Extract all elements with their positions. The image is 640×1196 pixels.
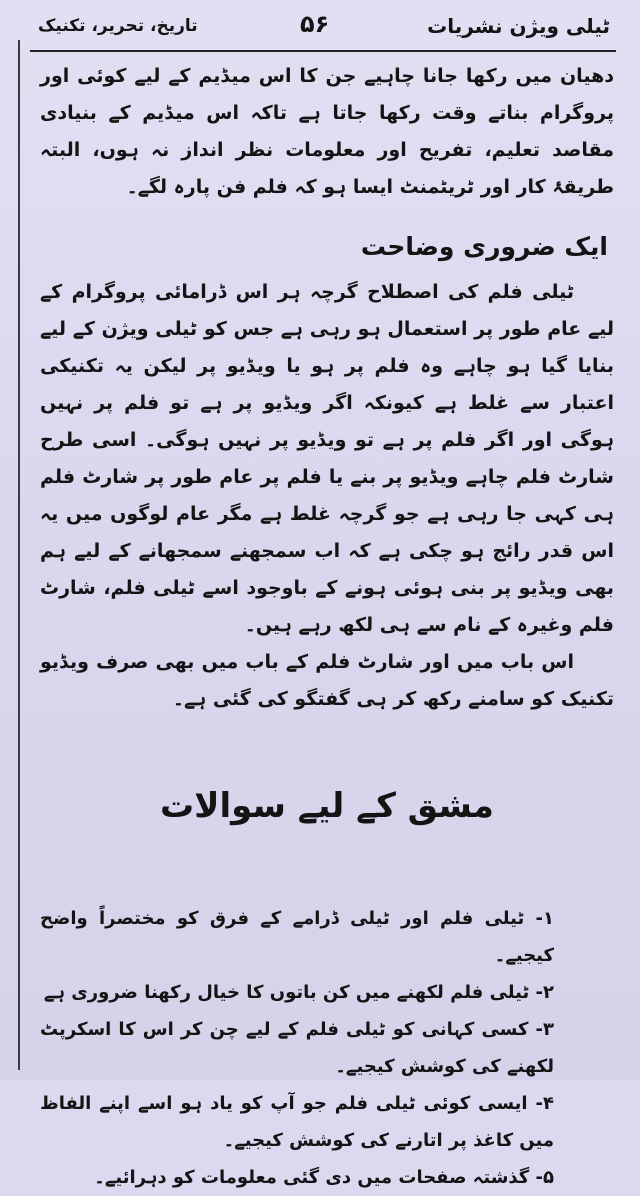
question-item: ۳- کسی کہانی کو ٹیلی فلم کے لیے چن کر اس کا اسکرپٹ لکھنے کی کوشش کیجیے۔ bbox=[40, 1019, 554, 1077]
question-item: ۵- گذشتہ صفحات میں دی گئی معلومات کو دہرائیے۔ bbox=[94, 1167, 554, 1188]
section-heading: ایک ضروری وضاحت bbox=[360, 232, 608, 261]
page-body bbox=[40, 58, 614, 1196]
clarification-paragraph: ٹیلی فلم کی اصطلاح گرچہ ہر اس ڈرامائی پروگرام کے لیے عام طور پر استعمال ہو رہی ہے جس کو ٹیلی ویژن کے لیے بنایا گیا ہو چاہے وہ فلم پر ہو یا ویڈیو پر لیکن یہ تکنیکی اعتبار سے غلط ہے کیونکہ اگر ویڈیو پر ہے تو فلم پر نہیں ہوگی اور اگر فلم پر ہے تو ویڈیو پر نہیں ہوگی۔ اسی طرح شارٹ فلم چاہے ویڈیو پر بنے یا فلم پر عام طور پر شارٹ فلم ہی کہی جا رہی ہے جو گرچہ غلط ہے مگر عام لوگوں میں یہ اس قدر رائج ہو چکی ہے کہ اب سمجھنے سمجھانے کے لیے ہم بھی ویڈیو پر بنی ہوئی ہونے کے باوجود اسے ٹیلی فلم، شارٹ فلم وغیرہ کے نام سے ہی لکھ رہے ہیں۔ bbox=[40, 281, 614, 636]
page-header bbox=[30, 8, 616, 50]
running-title: ٹیلی ویژن نشریات bbox=[427, 14, 610, 38]
left-margin-rule bbox=[18, 40, 20, 1070]
header-rule bbox=[30, 50, 616, 52]
question-item: ۴- ایسی کوئی ٹیلی فلم جو آپ کو یاد ہو اسے اپنے الفاظ میں کاغذ پر اتارنے کی کوشش کیجیے۔ bbox=[40, 1093, 554, 1151]
page-number: ۵۶ bbox=[300, 10, 330, 38]
question-item: ۲- ٹیلی فلم لکھنے میں کن باتوں کا خیال رکھنا ضروری ہے bbox=[43, 982, 554, 1003]
running-subtitle: تاریخ، تحریر، تکنیک bbox=[38, 16, 198, 36]
question-item: ۱- ٹیلی فلم اور ٹیلی ڈرامے کے فرق کو مختصراً واضح کیجیے۔ bbox=[40, 908, 554, 966]
exercise-heading: مشق کے لیے سوالات bbox=[160, 786, 494, 826]
scope-paragraph: اس باب میں اور شارٹ فلم کے باب میں بھی صرف ویڈیو تکنیک کو سامنے رکھ کر ہی گفتگو کی گئی ہے۔ bbox=[40, 651, 614, 710]
intro-paragraph: دھیان میں رکھا جانا چاہیے جن کا اس میڈیم کے لیے کوئی اور پروگرام بناتے وقت رکھا جاتا ہے تاکہ اس میڈیم کے بنیادی مقاصد تعلیم، تفریح اور معلومات نظر انداز نہ ہوں، البتہ طریقۂ کار اور ٹریٹمنٹ ایسا ہو کہ فلم فن پارہ لگے۔ bbox=[40, 65, 614, 198]
